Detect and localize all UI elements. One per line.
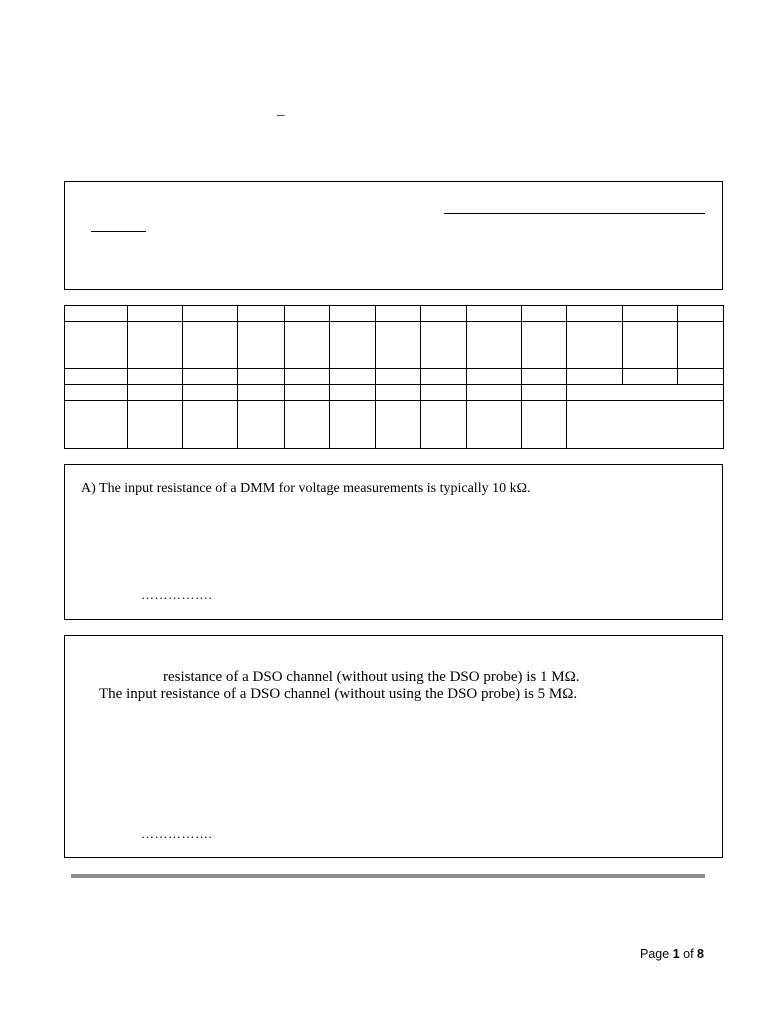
table-cell xyxy=(567,369,623,385)
table-cell xyxy=(128,401,183,449)
table-cell xyxy=(467,369,522,385)
table-cell xyxy=(421,322,467,369)
table-cell xyxy=(330,401,376,449)
table-cell xyxy=(330,322,376,369)
table-cell xyxy=(285,385,330,401)
table-cell xyxy=(128,369,183,385)
table-cell xyxy=(285,401,330,449)
table-cell xyxy=(421,369,467,385)
table-cell xyxy=(330,385,376,401)
header-dash: – xyxy=(277,107,285,123)
table-cell xyxy=(65,306,128,322)
table-cell xyxy=(183,306,238,322)
table-cell xyxy=(128,306,183,322)
question-b-answer-dots: ……………. xyxy=(141,826,213,841)
table-cell xyxy=(567,306,623,322)
question-a-statement: A) The input resistance of a DMM for voltage measurements is typically 10 kΩ. xyxy=(81,481,531,496)
table-cell xyxy=(467,322,522,369)
table-cell xyxy=(285,322,330,369)
table-cell xyxy=(183,369,238,385)
question-b-statement-line2: The input resistance of a DSO channel (without using the DSO probe) is 5 MΩ. xyxy=(99,686,578,702)
name-underline xyxy=(444,213,705,214)
table-cell xyxy=(330,306,376,322)
table-cell xyxy=(238,401,285,449)
question-b-statement-line1: resistance of a DSO channel (without using the DSO probe) is 1 MΩ. xyxy=(163,669,580,685)
table-cell xyxy=(330,369,376,385)
table-cell xyxy=(65,385,128,401)
table-cell xyxy=(467,385,522,401)
page-number xyxy=(640,947,704,961)
table-cell xyxy=(238,369,285,385)
table-cell xyxy=(376,306,421,322)
question-a-box xyxy=(64,464,723,620)
table-row xyxy=(65,385,724,401)
table-cell xyxy=(376,385,421,401)
id-underline xyxy=(91,231,146,232)
table-cell xyxy=(567,322,623,369)
table-cell xyxy=(128,322,183,369)
table-row xyxy=(65,369,724,385)
table-cell xyxy=(522,306,567,322)
student-info-box xyxy=(64,181,723,290)
table-cell xyxy=(238,385,285,401)
table-cell xyxy=(285,306,330,322)
table-cell xyxy=(376,401,421,449)
table-cell xyxy=(678,322,724,369)
page-current: 1 xyxy=(672,947,680,961)
table-cell xyxy=(623,306,678,322)
question-a-answer-dots: ……………. xyxy=(141,587,213,602)
table-cell xyxy=(183,322,238,369)
table-cell xyxy=(238,306,285,322)
table-cell xyxy=(65,369,128,385)
table-cell xyxy=(421,401,467,449)
question-b-box xyxy=(64,635,723,858)
table-cell xyxy=(678,306,724,322)
table-cell xyxy=(376,369,421,385)
table-row xyxy=(65,306,724,322)
table-cell xyxy=(128,385,183,401)
table-cell xyxy=(522,369,567,385)
table-row xyxy=(65,401,724,449)
table-cell xyxy=(522,322,567,369)
table-cell xyxy=(623,322,678,369)
footer-rule xyxy=(71,874,705,878)
table-cell xyxy=(467,401,522,449)
table-cell xyxy=(623,369,678,385)
table-cell xyxy=(522,385,567,401)
table-cell xyxy=(183,401,238,449)
table-cell xyxy=(567,401,724,449)
table-cell xyxy=(65,322,128,369)
score-table xyxy=(64,305,724,449)
table-cell xyxy=(678,369,724,385)
table-cell xyxy=(183,385,238,401)
table-cell xyxy=(567,385,724,401)
table-row xyxy=(65,322,724,369)
table-cell xyxy=(285,369,330,385)
table-cell xyxy=(421,385,467,401)
table-cell xyxy=(376,322,421,369)
table-cell xyxy=(522,401,567,449)
page-total: 8 xyxy=(697,947,704,961)
page-separator: of xyxy=(683,947,694,961)
table-cell xyxy=(65,401,128,449)
page-prefix: Page xyxy=(640,947,670,961)
table-cell xyxy=(238,322,285,369)
table-cell xyxy=(467,306,522,322)
table-cell xyxy=(421,306,467,322)
